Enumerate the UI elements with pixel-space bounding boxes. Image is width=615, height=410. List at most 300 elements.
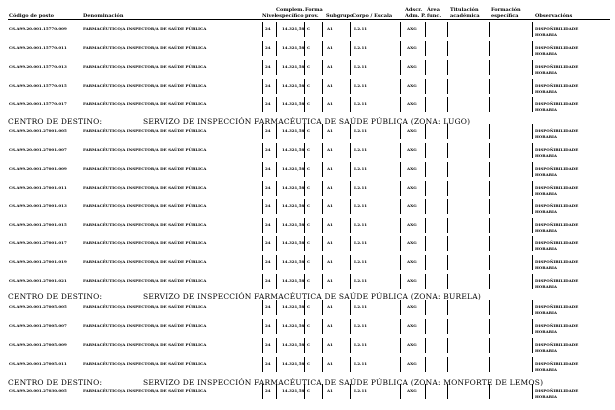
column-divider [350, 384, 351, 399]
cell-observacions-2: HORARIA [535, 228, 557, 233]
cell-observacions-2: HORARIA [535, 310, 557, 315]
centro-destino-label: CENTRO DE DESTINO: [8, 117, 103, 126]
cell-adscr: AXG [407, 388, 417, 393]
cell-corpo: I.2.11 [354, 259, 368, 264]
centro-destino-heading [8, 378, 610, 388]
cell-observacions-1: DISPOÑIBILIDADE [535, 26, 579, 31]
cell-denominacion: FARMACÉUTICO/A INSPECTOR/A DE SAÚDE PÚBLICA [83, 361, 207, 366]
column-divider [400, 124, 401, 139]
cell-corpo: I.2.11 [354, 147, 368, 152]
cell-subgrupo: A1 [327, 83, 333, 88]
cell-nivel: 24 [265, 147, 271, 152]
cell-forma: C [307, 240, 311, 245]
cell-denominacion: FARMACÉUTICO/A INSPECTOR/A DE SAÚDE PÚBLICA [83, 323, 207, 328]
cell-complem: 14.321,58 [282, 323, 305, 328]
column-divider [425, 218, 426, 233]
cell-nivel: 24 [265, 323, 271, 328]
column-divider [532, 300, 533, 315]
cell-adscr: AXG [407, 203, 417, 208]
cell-complem: 14.321,58 [282, 166, 305, 171]
column-divider [447, 143, 448, 158]
cell-nivel: 24 [265, 26, 271, 31]
column-divider [425, 162, 426, 177]
header-observacions: Observacións [535, 13, 573, 19]
cell-subgrupo: A1 [327, 278, 333, 283]
column-divider [425, 384, 426, 399]
column-divider [262, 300, 263, 315]
column-divider [400, 357, 401, 372]
cell-nivel: 24 [265, 185, 271, 190]
centro-destino-heading [8, 117, 610, 127]
column-divider [350, 300, 351, 315]
cell-complem: 14.321,58 [282, 388, 305, 393]
column-divider [262, 199, 263, 214]
column-divider [532, 338, 533, 353]
cell-denominacion: FARMACÉUTICO/A INSPECTOR/A DE SAÚDE PÚBLICA [83, 64, 207, 69]
cell-codigo: CS.A99.20.001.27005.011 [9, 361, 67, 366]
cell-adscr: AXG [407, 361, 417, 366]
cell-codigo: CS.A99.20.001.27001.005 [9, 128, 67, 133]
column-divider [489, 124, 490, 139]
column-divider [400, 199, 401, 214]
cell-forma: C [307, 147, 311, 152]
cell-forma: C [307, 128, 311, 133]
column-divider [489, 255, 490, 270]
column-divider [447, 181, 448, 196]
column-divider [532, 79, 533, 94]
cell-complem: 14.321,58 [282, 222, 305, 227]
column-divider [532, 199, 533, 214]
cell-observacions-1: DISPOÑIBILIDADE [535, 128, 579, 133]
column-divider [276, 199, 277, 214]
column-divider [276, 236, 277, 251]
cell-corpo: I.2.11 [354, 185, 368, 190]
cell-codigo: CS.A99.20.001.15770.017 [9, 101, 67, 106]
column-divider [322, 60, 323, 75]
cell-observacions-2: HORARIA [535, 191, 557, 196]
cell-subgrupo: A1 [327, 166, 333, 171]
cell-subgrupo: A1 [327, 361, 333, 366]
cell-complem: 14.321,58 [282, 147, 305, 152]
cell-subgrupo: A1 [327, 388, 333, 393]
column-divider [447, 255, 448, 270]
centro-destino-service: SERVIZO DE INSPECCIÓN FARMACÉUTICA DE SAÚDE PÚBLICA (ZONA: MONFORTE DE LEMOS) [143, 378, 544, 387]
centro-destino-service: SERVIZO DE INSPECCIÓN FARMACÉUTICA DE SAÚDE PÚBLICA (ZONA: BURELA) [143, 292, 481, 301]
column-divider [350, 255, 351, 270]
cell-subgrupo: A1 [327, 342, 333, 347]
cell-forma: C [307, 361, 311, 366]
column-divider [489, 236, 490, 251]
cell-denominacion: FARMACÉUTICO/A INSPECTOR/A DE SAÚDE PÚBLICA [83, 278, 207, 283]
column-divider [322, 236, 323, 251]
cell-denominacion: FARMACÉUTICO/A INSPECTOR/A DE SAÚDE PÚBLICA [83, 166, 207, 171]
header-forma-1: Forma [305, 7, 323, 13]
column-divider [425, 22, 426, 37]
cell-nivel: 24 [265, 128, 271, 133]
cell-nivel: 24 [265, 101, 271, 106]
cell-corpo: I.2.11 [354, 388, 368, 393]
column-divider [425, 60, 426, 75]
cell-codigo: CS.A99.20.001.15770.011 [9, 45, 67, 50]
column-divider [276, 255, 277, 270]
column-divider [276, 357, 277, 372]
header-denominacion: Denominación [83, 13, 124, 19]
column-divider [350, 60, 351, 75]
column-divider [350, 236, 351, 251]
column-divider [489, 319, 490, 334]
cell-adscr: AXG [407, 26, 417, 31]
cell-nivel: 24 [265, 342, 271, 347]
column-divider [489, 218, 490, 233]
column-divider [532, 60, 533, 75]
cell-corpo: I.2.11 [354, 128, 368, 133]
header-subgrupo: Subgrupo [326, 13, 354, 19]
column-divider [425, 97, 426, 112]
column-divider [400, 181, 401, 196]
column-divider [350, 143, 351, 158]
column-divider [276, 97, 277, 112]
cell-forma: C [307, 45, 311, 50]
column-divider [276, 300, 277, 315]
cell-denominacion: FARMACÉUTICO/A INSPECTOR/A DE SAÚDE PÚBLICA [83, 45, 207, 50]
header-complem-1: Complem. [276, 7, 305, 13]
column-divider [532, 143, 533, 158]
cell-nivel: 24 [265, 304, 271, 309]
cell-subgrupo: A1 [327, 45, 333, 50]
cell-observacions-2: HORARIA [535, 134, 557, 139]
cell-observacions-1: DISPOÑIBILIDADE [535, 64, 579, 69]
centro-destino-label: CENTRO DE DESTINO: [8, 378, 103, 387]
column-divider [322, 22, 323, 37]
cell-denominacion: FARMACÉUTICO/A INSPECTOR/A DE SAÚDE PÚBLICA [83, 26, 207, 31]
cell-observacions-1: DISPOÑIBILIDADE [535, 278, 579, 283]
cell-denominacion: FARMACÉUTICO/A INSPECTOR/A DE SAÚDE PÚBLICA [83, 185, 207, 190]
cell-observacions-2: HORARIA [535, 153, 557, 158]
column-divider [276, 218, 277, 233]
cell-denominacion: FARMACÉUTICO/A INSPECTOR/A DE SAÚDE PÚBLICA [83, 101, 207, 106]
cell-subgrupo: A1 [327, 259, 333, 264]
column-divider [350, 199, 351, 214]
cell-denominacion: FARMACÉUTICO/A INSPECTOR/A DE SAÚDE PÚBLICA [83, 203, 207, 208]
column-divider [262, 124, 263, 139]
column-divider [400, 218, 401, 233]
column-divider [350, 218, 351, 233]
cell-observacions-1: DISPOÑIBILIDADE [535, 166, 579, 171]
column-divider [489, 41, 490, 56]
column-divider [489, 384, 490, 399]
column-divider [489, 143, 490, 158]
cell-nivel: 24 [265, 203, 271, 208]
column-divider [532, 255, 533, 270]
header-titulacion-2: académica [450, 13, 480, 19]
cell-observacions-2: HORARIA [535, 107, 557, 112]
centro-destino-service: SERVIZO DE INSPECCIÓN FARMACÉUTICA DE SAÚDE PÚBLICA (ZONA: LUGO) [143, 117, 471, 126]
column-divider [350, 79, 351, 94]
column-divider [447, 338, 448, 353]
cell-observacions-1: DISPOÑIBILIDADE [535, 323, 579, 328]
column-divider [400, 79, 401, 94]
cell-codigo: CS.A99.20.001.27001.011 [9, 185, 67, 190]
column-divider [532, 181, 533, 196]
column-divider [276, 41, 277, 56]
cell-adscr: AXG [407, 128, 417, 133]
cell-codigo: CS.A99.20.001.27005.005 [9, 304, 67, 309]
column-divider [350, 338, 351, 353]
cell-complem: 14.321,58 [282, 64, 305, 69]
column-divider [447, 218, 448, 233]
cell-complem: 14.321,58 [282, 185, 305, 190]
column-divider [350, 274, 351, 289]
cell-forma: C [307, 388, 311, 393]
column-divider [447, 97, 448, 112]
column-divider [400, 41, 401, 56]
cell-complem: 14.321,58 [282, 128, 305, 133]
cell-observacions-1: DISPOÑIBILIDADE [535, 304, 579, 309]
column-divider [400, 97, 401, 112]
cell-codigo: CS.A99.20.001.27001.015 [9, 222, 67, 227]
cell-complem: 14.321,58 [282, 342, 305, 347]
column-divider [322, 357, 323, 372]
cell-corpo: I.2.11 [354, 222, 368, 227]
column-divider [400, 274, 401, 289]
cell-codigo: CS.A99.20.001.27005.009 [9, 342, 67, 347]
column-divider [425, 124, 426, 139]
cell-nivel: 24 [265, 259, 271, 264]
column-divider [489, 181, 490, 196]
column-divider [489, 60, 490, 75]
cell-adscr: AXG [407, 45, 417, 50]
cell-subgrupo: A1 [327, 147, 333, 152]
cell-observacions-1: DISPOÑIBILIDADE [535, 388, 579, 393]
cell-codigo: CS.A99.20.001.27001.019 [9, 259, 67, 264]
column-divider [489, 300, 490, 315]
cell-denominacion: FARMACÉUTICO/A INSPECTOR/A DE SAÚDE PÚBLICA [83, 304, 207, 309]
column-divider [276, 338, 277, 353]
column-divider [532, 384, 533, 399]
column-divider [262, 236, 263, 251]
cell-observacions-1: DISPOÑIBILIDADE [535, 361, 579, 366]
cell-complem: 14.321,58 [282, 259, 305, 264]
column-divider [532, 357, 533, 372]
cell-adscr: AXG [407, 323, 417, 328]
cell-subgrupo: A1 [327, 240, 333, 245]
column-divider [262, 181, 263, 196]
column-divider [400, 255, 401, 270]
column-divider [532, 41, 533, 56]
column-divider [322, 143, 323, 158]
cell-denominacion: FARMACÉUTICO/A INSPECTOR/A DE SAÚDE PÚBLICA [83, 147, 207, 152]
column-divider [276, 162, 277, 177]
column-divider [489, 274, 490, 289]
column-divider [447, 357, 448, 372]
column-divider [350, 124, 351, 139]
cell-complem: 14.321,58 [282, 240, 305, 245]
cell-corpo: I.2.11 [354, 342, 368, 347]
column-divider [350, 181, 351, 196]
centro-destino-heading [8, 292, 610, 302]
column-divider [276, 274, 277, 289]
header-forma-2: prov. [305, 13, 319, 19]
column-divider [447, 60, 448, 75]
cell-adscr: AXG [407, 240, 417, 245]
cell-denominacion: FARMACÉUTICO/A INSPECTOR/A DE SAÚDE PÚBLICA [83, 128, 207, 133]
column-divider [322, 384, 323, 399]
cell-subgrupo: A1 [327, 101, 333, 106]
header-nivel: Nivel [262, 13, 277, 19]
cell-nivel: 24 [265, 45, 271, 50]
column-divider [532, 97, 533, 112]
cell-observacions-2: HORARIA [535, 284, 557, 289]
cell-complem: 14.321,58 [282, 26, 305, 31]
column-divider [322, 124, 323, 139]
column-divider [532, 124, 533, 139]
cell-complem: 14.321,58 [282, 361, 305, 366]
cell-corpo: I.2.11 [354, 64, 368, 69]
column-divider [322, 97, 323, 112]
cell-forma: C [307, 222, 311, 227]
cell-observacions-2: HORARIA [535, 209, 557, 214]
cell-corpo: I.2.11 [354, 45, 368, 50]
column-divider [532, 236, 533, 251]
header-formacion-1: Formación [491, 7, 521, 13]
cell-corpo: I.2.11 [354, 26, 368, 31]
cell-adscr: AXG [407, 278, 417, 283]
column-divider [350, 162, 351, 177]
cell-corpo: I.2.11 [354, 203, 368, 208]
cell-adscr: AXG [407, 83, 417, 88]
column-divider [447, 41, 448, 56]
cell-nivel: 24 [265, 166, 271, 171]
cell-subgrupo: A1 [327, 128, 333, 133]
cell-observacions-2: HORARIA [535, 348, 557, 353]
cell-forma: C [307, 101, 311, 106]
column-divider [447, 384, 448, 399]
column-divider [262, 255, 263, 270]
cell-observacions-2: HORARIA [535, 89, 557, 94]
cell-corpo: I.2.11 [354, 278, 368, 283]
column-divider [262, 274, 263, 289]
column-divider [262, 22, 263, 37]
column-divider [425, 199, 426, 214]
cell-forma: C [307, 64, 311, 69]
column-divider [425, 79, 426, 94]
cell-observacions-2: HORARIA [535, 265, 557, 270]
cell-forma: C [307, 185, 311, 190]
column-divider [322, 255, 323, 270]
column-divider [447, 22, 448, 37]
column-divider [532, 22, 533, 37]
cell-observacions-1: DISPOÑIBILIDADE [535, 240, 579, 245]
cell-codigo: CS.A99.20.001.15770.009 [9, 26, 67, 31]
column-divider [400, 60, 401, 75]
cell-forma: C [307, 304, 311, 309]
cell-observacions-1: DISPOÑIBILIDADE [535, 101, 579, 106]
cell-adscr: AXG [407, 304, 417, 309]
column-divider [350, 41, 351, 56]
cell-adscr: AXG [407, 259, 417, 264]
column-divider [322, 181, 323, 196]
column-divider [262, 357, 263, 372]
cell-nivel: 24 [265, 64, 271, 69]
column-divider [489, 162, 490, 177]
column-divider [400, 236, 401, 251]
cell-observacions-1: DISPOÑIBILIDADE [535, 342, 579, 347]
column-divider [489, 22, 490, 37]
header-area-2: func. [427, 13, 442, 19]
header-formacion-2: específica [491, 13, 519, 19]
cell-corpo: I.2.11 [354, 323, 368, 328]
column-divider [262, 143, 263, 158]
cell-nivel: 24 [265, 222, 271, 227]
column-divider [400, 319, 401, 334]
column-divider [276, 181, 277, 196]
cell-adscr: AXG [407, 166, 417, 171]
cell-corpo: I.2.11 [354, 240, 368, 245]
column-divider [532, 162, 533, 177]
column-divider [425, 274, 426, 289]
column-divider [262, 162, 263, 177]
column-divider [262, 97, 263, 112]
cell-observacions-2: HORARIA [535, 32, 557, 37]
cell-adscr: AXG [407, 147, 417, 152]
cell-codigo: CS.A99.20.001.15770.015 [9, 83, 67, 88]
cell-adscr: AXG [407, 101, 417, 106]
header-underline [8, 19, 610, 20]
cell-adscr: AXG [407, 222, 417, 227]
cell-denominacion: FARMACÉUTICO/A INSPECTOR/A DE SAÚDE PÚBLICA [83, 388, 207, 393]
column-divider [400, 143, 401, 158]
cell-subgrupo: A1 [327, 203, 333, 208]
column-divider [322, 162, 323, 177]
cell-complem: 14.321,58 [282, 45, 305, 50]
cell-observacions-1: DISPOÑIBILIDADE [535, 259, 579, 264]
cell-observacions-1: DISPOÑIBILIDADE [535, 222, 579, 227]
column-divider [322, 79, 323, 94]
cell-complem: 14.321,58 [282, 203, 305, 208]
cell-observacions-2: HORARIA [535, 246, 557, 251]
cell-codigo: CS.A99.20.001.27005.007 [9, 323, 67, 328]
column-divider [262, 319, 263, 334]
column-divider [489, 199, 490, 214]
cell-forma: C [307, 323, 311, 328]
cell-nivel: 24 [265, 278, 271, 283]
cell-denominacion: FARMACÉUTICO/A INSPECTOR/A DE SAÚDE PÚBLICA [83, 83, 207, 88]
column-divider [447, 236, 448, 251]
column-divider [262, 384, 263, 399]
column-divider [447, 274, 448, 289]
cell-codigo: CS.A99.20.001.27030.005 [9, 388, 67, 393]
column-divider [400, 384, 401, 399]
cell-forma: C [307, 203, 311, 208]
column-divider [322, 274, 323, 289]
cell-complem: 14.321,58 [282, 304, 305, 309]
column-divider [400, 22, 401, 37]
header-adscr-2: Adm. P. [405, 13, 426, 19]
cell-observacions-1: DISPOÑIBILIDADE [535, 185, 579, 190]
column-divider [400, 300, 401, 315]
header-codigo: Código de posto [9, 13, 54, 19]
cell-nivel: 24 [265, 240, 271, 245]
cell-observacions-2: HORARIA [535, 51, 557, 56]
column-divider [322, 319, 323, 334]
column-divider [425, 236, 426, 251]
column-divider [425, 319, 426, 334]
cell-subgrupo: A1 [327, 222, 333, 227]
column-divider [425, 143, 426, 158]
header-complem-2: específico [276, 13, 304, 19]
column-divider [350, 22, 351, 37]
column-divider [425, 338, 426, 353]
